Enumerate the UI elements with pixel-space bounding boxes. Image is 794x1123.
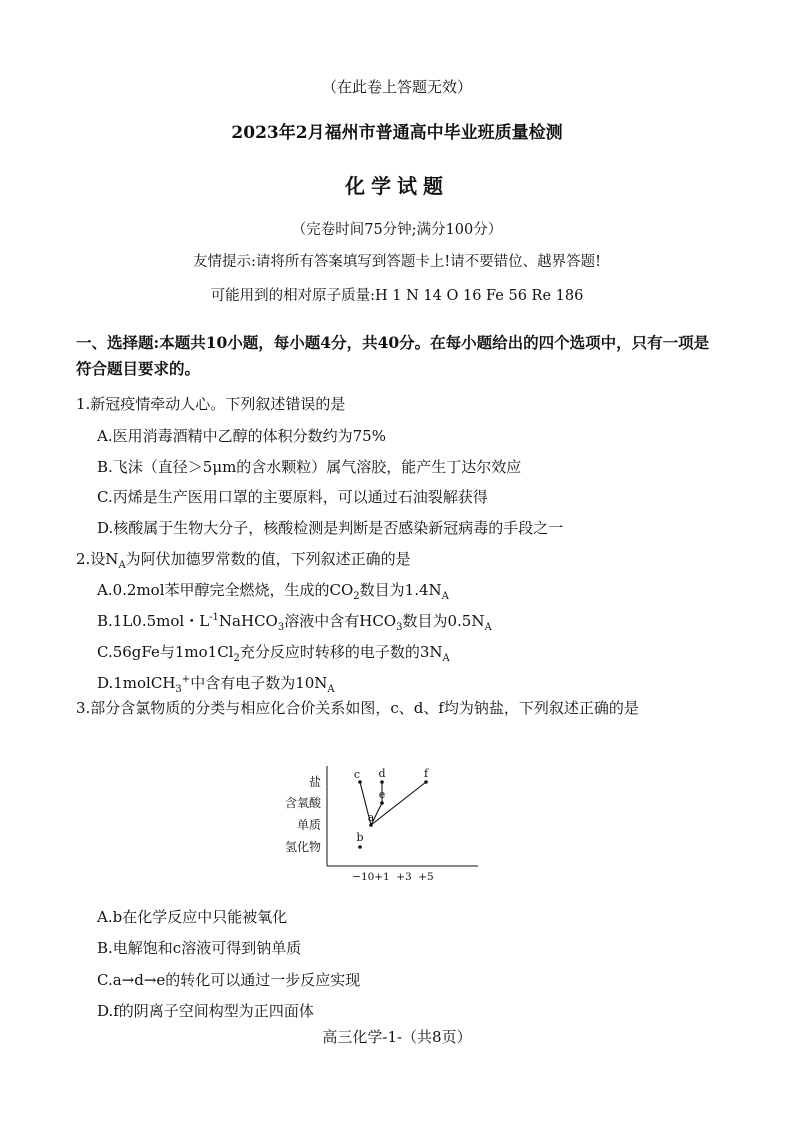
page-footer: 高三化学-1-（共8页） (322, 1028, 472, 1046)
q2c-sub: 2 (233, 653, 240, 664)
q3-option-c: C.a→d→e的转化可以通过一步反应实现 (97, 971, 361, 989)
q2a-sub: 2 (353, 591, 360, 602)
q1-option-c: C.丙烯是生产医用口罩的主要原料，可以通过石油裂解获得 (97, 488, 488, 506)
q2-option-d (97, 672, 335, 695)
q2a-text: A.0.2mol苯甲醇完全燃烧，生成的CO (97, 581, 354, 599)
point-label: b (356, 831, 364, 844)
q2b-sub-3: A (484, 622, 492, 633)
question-3-stem: 3.部分含氯物质的分类与相应化合价关系如图，c、d、f均为钠盐，下列叙述正确的是 (76, 699, 639, 717)
chart-axes (327, 766, 478, 866)
q2b-sup: -1 (209, 612, 219, 623)
point-label: a (367, 811, 375, 824)
data-point (424, 780, 428, 784)
q2b-text: B.1L0.5mol・L (97, 612, 210, 630)
q2-option-a (97, 579, 449, 602)
x-tick-label: −1 (352, 871, 368, 883)
point-label: d (378, 767, 386, 780)
q3-option-a: A.b在化学反应中只能被氧化 (97, 908, 288, 926)
q2b-sub-2: 3 (396, 622, 403, 633)
q2d-sub: 3 (175, 684, 182, 695)
x-tick-label: 0 (367, 871, 375, 883)
q3-option-b: B.电解饱和c溶液可得到钠单质 (97, 939, 302, 957)
subject-title: 化学试题 (345, 174, 449, 198)
point-label: c (353, 768, 361, 781)
q2d-text-2: 中含有电子数为10N (190, 674, 328, 692)
chlorine-valence-chart (270, 758, 490, 890)
y-tick-label: 单质 (296, 818, 321, 832)
question-2-stem (76, 548, 411, 571)
q2b-text-2: NaHCO (218, 612, 278, 630)
q2c-text-2: 充分反应时转移的电子数的3N (239, 643, 443, 661)
chart-x-labels (352, 871, 433, 883)
q2c-sub-2: A (442, 653, 450, 664)
data-point (380, 780, 384, 784)
chart-points (354, 767, 429, 849)
q2-stem-text: 2.设N (76, 550, 119, 568)
q2b-sub: 3 (277, 622, 285, 633)
q2-option-b (97, 610, 492, 633)
q2-option-c (97, 641, 450, 664)
section-heading: 一、选择题:本题共10小题，每小题4分，共40分。在每小题给出的四个选项中，只有一项是符合题目要求的。 (76, 333, 710, 378)
x-tick-label: +5 (418, 871, 434, 883)
q2a-text-2: 数目为1.4N (359, 581, 442, 599)
q1-option-b: B.飞沫（直径＞5μm的含水颗粒）属气溶胶，能产生丁达尔效应 (97, 458, 522, 476)
q2b-text-3: 溶液中含有HCO (284, 612, 397, 630)
point-label: e (378, 788, 386, 801)
time-info: （完卷时间75分钟;满分100分） (291, 222, 503, 238)
y-tick-label: 盐 (308, 775, 321, 789)
y-tick-label: 含氧酸 (284, 796, 321, 810)
q3-option-d: D.f的阴离子空间构型为正四面体 (97, 1002, 314, 1020)
q2d-text: D.1molCH (97, 674, 176, 692)
notice-text: （在此卷上答题无效） (321, 78, 472, 96)
point-label: f (423, 767, 429, 780)
chart-y-labels (285, 774, 322, 854)
data-point (358, 845, 362, 849)
x-tick-label: +1 (374, 871, 390, 883)
data-point (380, 801, 384, 805)
q2d-sub-2: A (327, 684, 335, 695)
exam-title: 2023年2月福州市普通高中毕业班质量检测 (231, 123, 563, 143)
y-tick-label: 氢化物 (284, 840, 321, 854)
q2a-sub-2: A (441, 591, 449, 602)
atomic-masses: 可能用到的相对原子质量:H 1 N 14 O 16 Fe 56 Re 186 (210, 288, 584, 304)
question-1-stem: 1.新冠疫情牵动人心。下列叙述错误的是 (76, 395, 346, 413)
q1-option-d: D.核酸属于生物大分子，核酸检测是判断是否感染新冠病毒的手段之一 (97, 519, 564, 537)
q2-stem-text-2: 为阿伏加德罗常数的值，下列叙述正确的是 (125, 550, 411, 568)
q1-option-a: A.医用消毒酒精中乙醇的体积分数约为75% (97, 427, 386, 445)
q2c-text: C.56gFe与1mo1Cl (97, 643, 234, 661)
q2b-text-4: 数目为0.5N (402, 612, 485, 630)
q2d-sup: + (181, 674, 191, 685)
q2-stem-sub: A (118, 560, 126, 571)
tip-text: 友情提示:请将所有答案填写到答题卡上!请不要错位、越界答题! (192, 254, 602, 270)
x-tick-label: +3 (396, 871, 412, 883)
